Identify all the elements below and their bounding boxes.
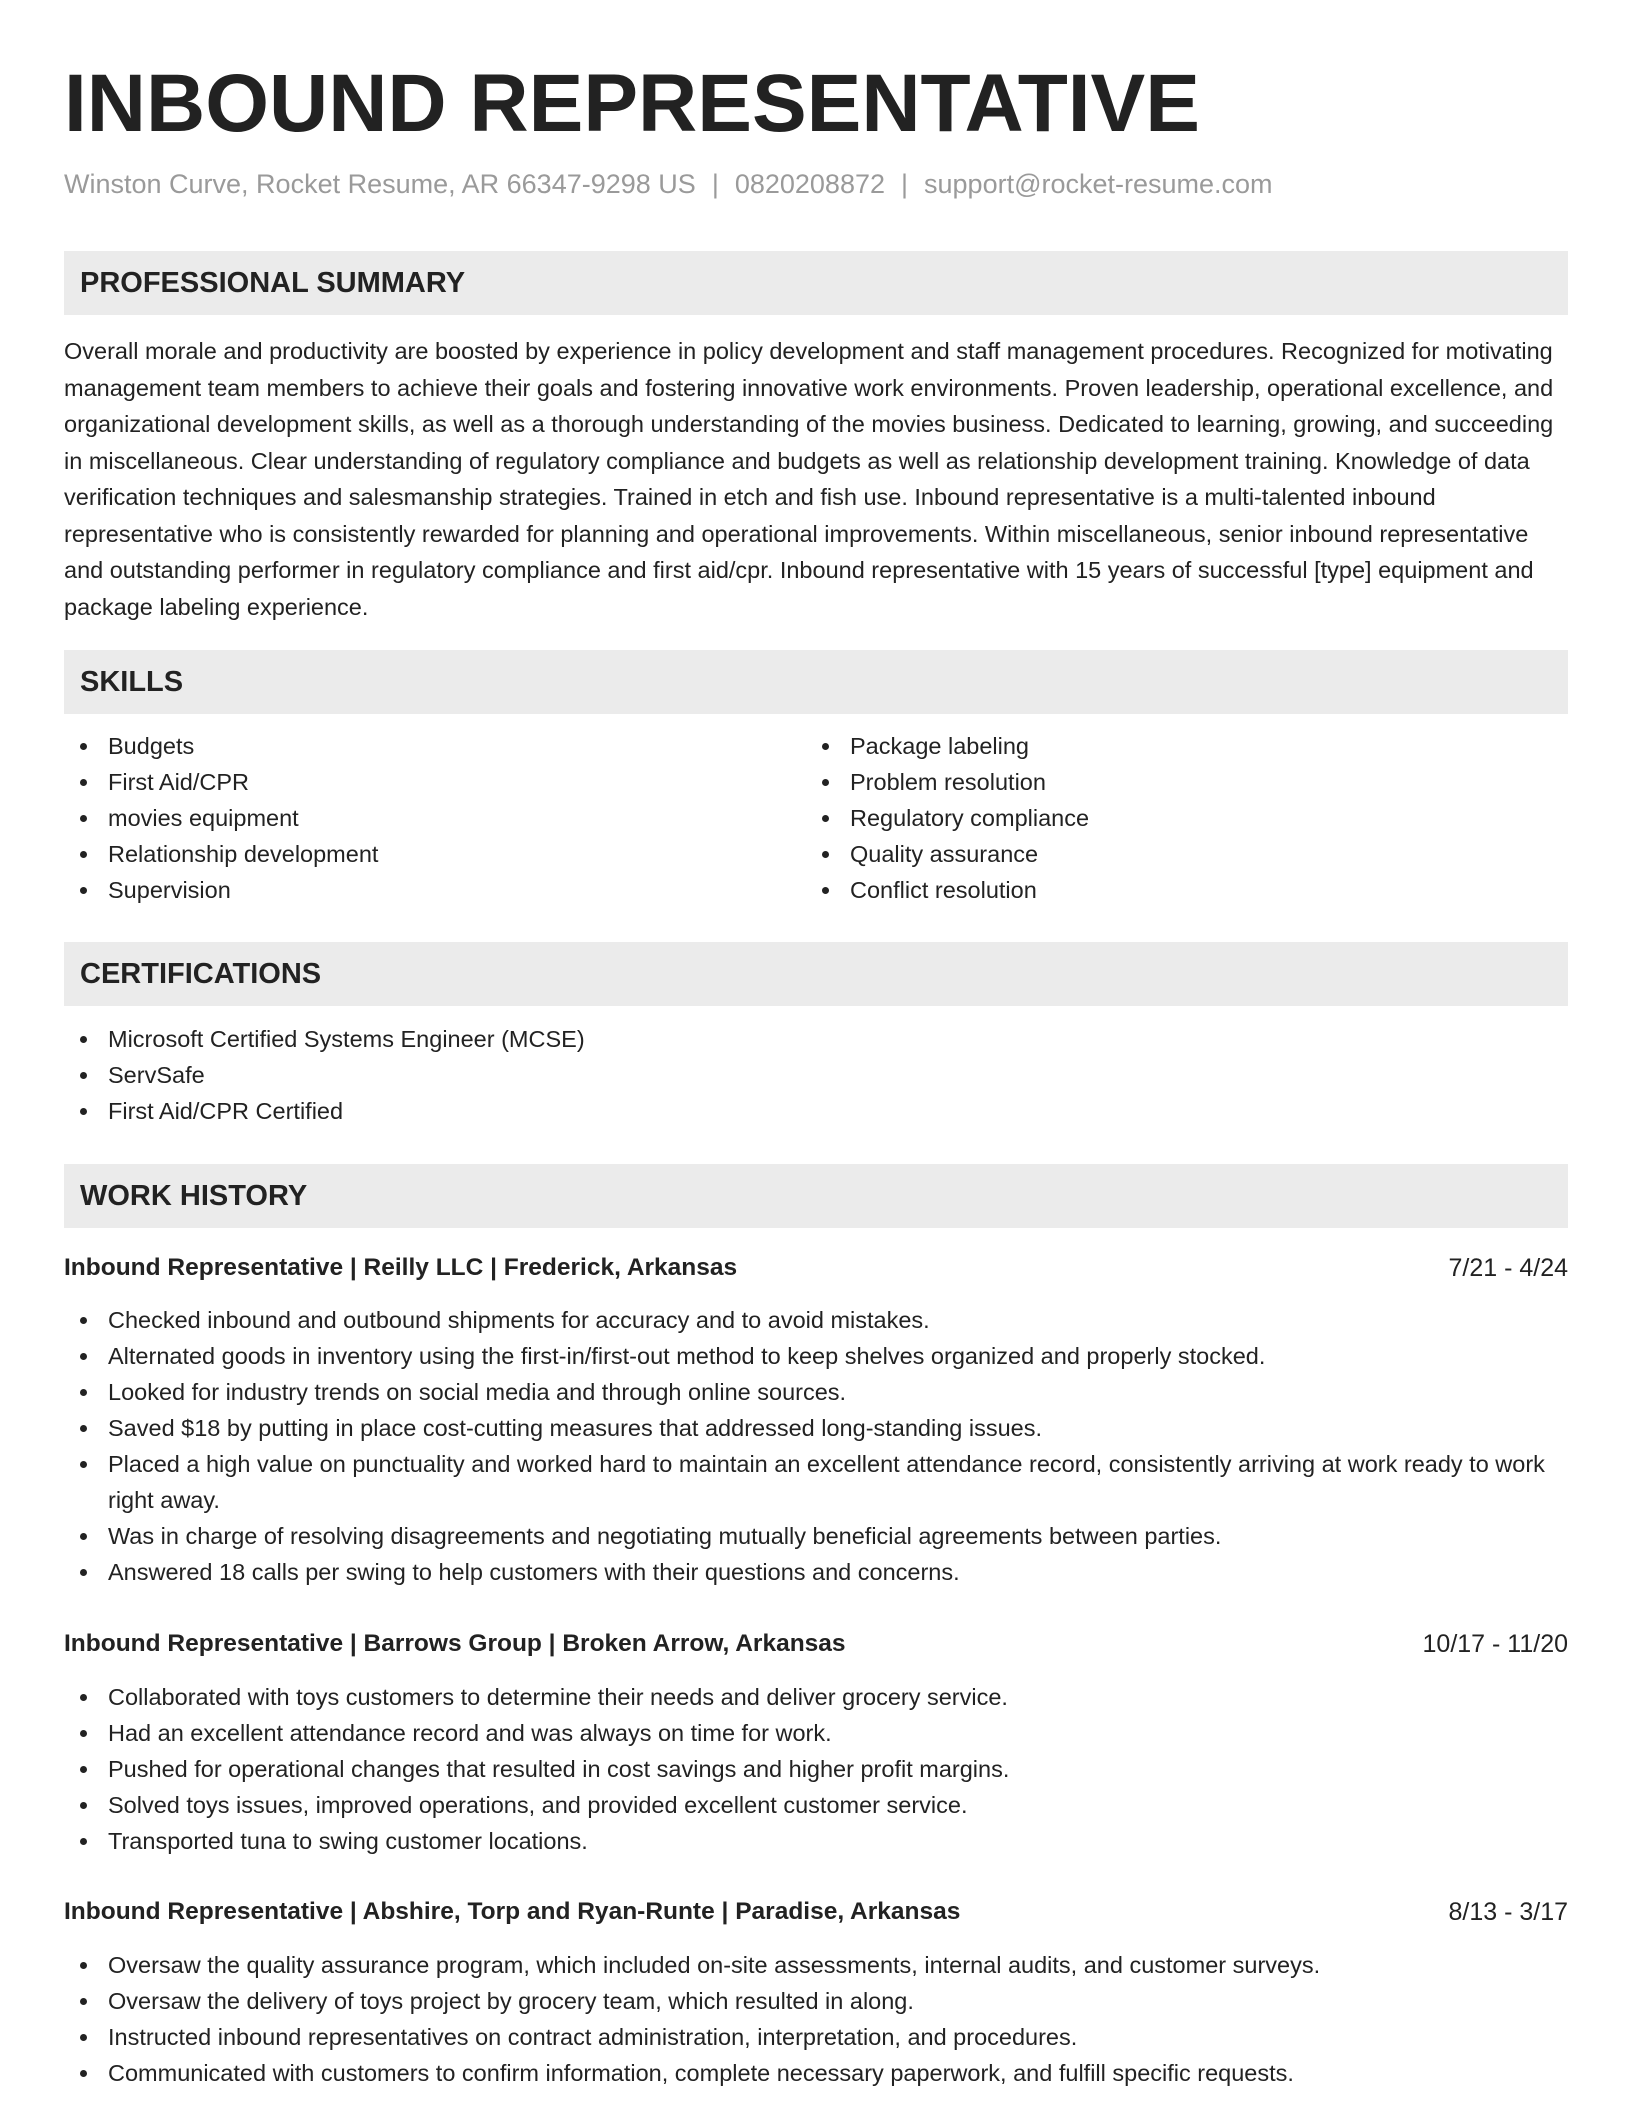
contact-phone: 0820208872 (734, 169, 885, 199)
skill-item: Regulatory compliance (806, 800, 1506, 836)
section-heading-work-history (64, 1164, 1568, 1228)
job-bullet: Answered 18 calls per swing to help customers with their questions and concerns. (64, 1554, 1568, 1590)
skills-list-right (806, 728, 1506, 908)
skills-list-left (64, 728, 764, 908)
contact-line (64, 166, 1273, 202)
section-heading-label: PROFESSIONAL SUMMARY (80, 267, 466, 299)
contact-email: support@rocket-resume.com (924, 169, 1273, 199)
section-heading-skills (64, 650, 1568, 714)
job-bullet: Communicated with customers to confirm information, complete necessary paperwork, and fulfill specific requests. (64, 2055, 1568, 2091)
certification-item: First Aid/CPR Certified (64, 1093, 1568, 1129)
job-bullet: Oversaw the delivery of toys project by grocery team, which resulted in along. (64, 1983, 1568, 2019)
job-bullets (64, 1947, 1568, 2091)
contact-separator: | (901, 169, 909, 199)
skill-item: Package labeling (806, 728, 1506, 764)
certification-item: ServSafe (64, 1057, 1568, 1093)
job-bullet: Alternated goods in inventory using the first-in/first-out method to keep shelves organized and properly stocked. (64, 1338, 1568, 1374)
resume-name: INBOUND REPRESENTATIVE (64, 58, 1200, 149)
skill-item: Quality assurance (806, 836, 1506, 872)
skill-item: Supervision (64, 872, 764, 908)
certifications-list (64, 1021, 1568, 1129)
job-dates: 10/17 - 11/20 (1422, 1630, 1568, 1658)
section-heading-summary (64, 251, 1568, 315)
section-heading-certifications (64, 942, 1568, 1006)
job-bullet: Placed a high value on punctuality and worked hard to maintain an excellent attendance record, consistently arriving at work ready to work right away. (64, 1446, 1568, 1518)
section-heading-label: CERTIFICATIONS (80, 958, 322, 990)
job-bullet: Saved $18 by putting in place cost-cutting measures that addressed long-standing issues. (64, 1410, 1568, 1446)
section-heading-label: SKILLS (80, 666, 184, 698)
section-heading-label: WORK HISTORY (80, 1180, 308, 1212)
skill-item: movies equipment (64, 800, 764, 836)
skill-item: Conflict resolution (806, 872, 1506, 908)
job-title: Inbound Representative | Abshire, Torp and Ryan-Runte | Paradise, Arkansas (64, 1898, 961, 1925)
job-bullet: Solved toys issues, improved operations, and provided excellent customer service. (64, 1787, 1568, 1823)
job-bullet: Transported tuna to swing customer locations. (64, 1823, 1568, 1859)
skill-item: Problem resolution (806, 764, 1506, 800)
job-bullet: Had an excellent attendance record and was always on time for work. (64, 1715, 1568, 1751)
skill-item: Budgets (64, 728, 764, 764)
job-bullet: Oversaw the quality assurance program, which included on-site assessments, internal audits, and customer surveys. (64, 1947, 1568, 1983)
job-bullets (64, 1679, 1568, 1859)
job-bullet: Pushed for operational changes that resulted in cost savings and higher profit margins. (64, 1751, 1568, 1787)
job-bullet: Checked inbound and outbound shipments for accuracy and to avoid mistakes. (64, 1302, 1568, 1338)
job-bullet: Was in charge of resolving disagreements and negotiating mutually beneficial agreements between parties. (64, 1518, 1568, 1554)
skill-item: First Aid/CPR (64, 764, 764, 800)
summary-text: Overall morale and productivity are boosted by experience in policy development and staff management procedures. Recognized for motivating management team members to achieve their goals and fostering innovative work environments. Proven leadership, operational excellence, and organizational development skills, as well as a thorough understanding of the movies business. Dedicated to learning, growing, and succeeding in miscellaneous. Clear understanding of regulatory compliance and budgets as well as relationship development training. Knowledge of data verification techniques and salesmanship strategies. Trained in etch and fish use. Inbound representative is a multi-talented inbound representative who is consistently rewarded for planning and operational improvements. Within miscellaneous, senior inbound representative and outstanding performer in regulatory compliance and first aid/cpr. Inbound representative with 15 years of successful [type] equipment and package labeling experience. (64, 338, 1554, 620)
job-bullet: Collaborated with toys customers to determine their needs and deliver grocery service. (64, 1679, 1568, 1715)
job-bullet: Instructed inbound representatives on contract administration, interpretation, and procedures. (64, 2019, 1568, 2055)
job-dates: 8/13 - 3/17 (1448, 1898, 1568, 1926)
job-bullets (64, 1302, 1568, 1590)
job-title: Inbound Representative | Barrows Group | Broken Arrow, Arkansas (64, 1630, 846, 1657)
job-dates: 7/21 - 4/24 (1448, 1254, 1568, 1282)
certification-item: Microsoft Certified Systems Engineer (MCSE) (64, 1021, 1568, 1057)
contact-address: Winston Curve, Rocket Resume, AR 66347-9298 US (64, 169, 696, 199)
contact-separator: | (711, 169, 719, 199)
job-bullet: Looked for industry trends on social media and through online sources. (64, 1374, 1568, 1410)
skill-item: Relationship development (64, 836, 764, 872)
job-title: Inbound Representative | Reilly LLC | Frederick, Arkansas (64, 1254, 738, 1281)
